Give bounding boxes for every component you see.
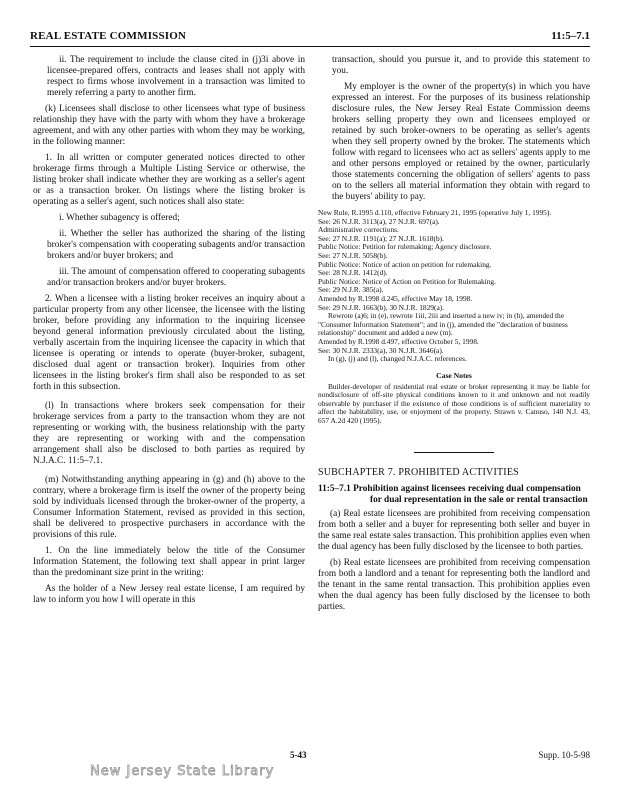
history-line: Administrative corrections. xyxy=(318,225,399,235)
history-line: New Rule, R.1995 d.110, effective February 21, 1995 (operative July 1, 1995). xyxy=(318,208,552,217)
paragraph-7-1-a: (a) Real estate licensees are prohibited from receiving compensation from both a seller and a buyer for representing both seller and buyer in the same real estate sales transaction. This prohibition applies even when the dual agency has been fully disclosed by the licensee to both parties. xyxy=(318,508,590,552)
history-line: See: 29 N.J.R. 1663(b), 30 N.J.R. 1829(a). xyxy=(318,302,445,312)
section-divider xyxy=(414,452,494,453)
header-title: REAL ESTATE COMMISSION xyxy=(30,30,187,42)
subchapter-heading: SUBCHAPTER 7. PROHIBITED ACTIVITIES xyxy=(318,466,519,478)
history-line: See: 29 N.J.R. 385(a). xyxy=(318,285,384,295)
history-line: See: 28 N.J.R. 1412(d). xyxy=(318,268,388,278)
library-watermark: New Jersey State Library xyxy=(90,764,275,779)
right-column xyxy=(318,55,590,618)
running-header xyxy=(30,30,590,47)
paragraph-l: (l) In transactions where brokers seek compensation for their brokerage services from a party to the transaction whom they are not representing or working with, the business relationship with the party they are representing or working with and the compensation arrangement shall also be disclosed to both parties as required by N.J.A.C. 11:5–7.1. xyxy=(33,401,305,466)
paragraph-statement-continued: transaction, should you pursue it, and to provide this statement to you. xyxy=(332,55,590,76)
page-number: 5-43 xyxy=(290,750,307,760)
paragraph-m1-statement: As the holder of a New Jersey real estate license, I am required by law to inform you how I will operate in this xyxy=(33,584,305,605)
history-line: Amended by R.1998 d.245, effective May 18, 1998. xyxy=(318,293,473,303)
left-column xyxy=(33,55,305,611)
paragraph-7-1-b: (b) Real estate licensees are prohibited from receiving compensation from both a landlord and a tenant for representing both the landlord and the tenant in the same rental transaction. This prohibition applies even when the dual agency has been fully disclosed by the licensee to both parties. xyxy=(318,557,590,612)
history-line: Public Notice: Notice of Action on Petition for Rulemaking. xyxy=(318,276,496,286)
paragraph-k2: 2. When a licensee with a listing broker receives an inquiry about a particular property from any other licensee, the licensee with the listing broker, before providing any information to the inquiring licensee beyond general information previously circulated about the listing, verbally ascertain from the inquiring licensee the capacity in which that licensee is operating or intends to operate (buyer-broker, subagent, disclosed dual agent or transaction broker). Inquiries from other licensees in the listing broker's firm shall also be responded to as set forth in this subsection. xyxy=(33,294,305,392)
history-line: See: 30 N.J.R. 2333(a), 30 N.J.R. 3646(a). xyxy=(318,345,444,355)
paragraph-k1ii: ii. Whether the seller has authorized the sharing of the listing broker's compensation with cooperating subagents and/or transaction brokers and/or buyer brokers; and xyxy=(47,229,305,261)
history-line: See: 26 N.J.R. 3113(a), 27 N.J.R. 697(a). xyxy=(318,216,440,226)
history-line: Amended by R.1998 d.497, effective October 5, 1998. xyxy=(318,336,479,346)
history-line: See: 27 N.J.R. 1191(a); 27 N.J.R. 1618(b). xyxy=(318,233,444,243)
paragraph-k: (k) Licensees shall disclose to other licensees what type of business relationship they have with the party with whom they have a brokerage agreement, and with any other parties with whom they may be working, in the following manner: xyxy=(33,104,305,147)
paragraph-j3ii: ii. The requirement to include the clause cited in (j)3i above in licensee-prepared offers, contracts and leases shall not apply with respect to firms whose involvement in a transaction was limited to merely referring a party to another firm. xyxy=(47,55,305,98)
supplement-date: Supp. 10-5-98 xyxy=(538,750,590,760)
history-line: See: 27 N.J.R. 5058(b). xyxy=(318,250,388,260)
case-notes-heading: Case Notes xyxy=(436,370,472,380)
history-line: Public Notice: Notice of action on petition for rulemaking. xyxy=(318,259,492,269)
paragraph-employer-owner: My employer is the owner of the property(s) in which you have expressed an interest. For the purposes of its business relationship disclosure rules, the New Jersey Real Estate Commission deems brokers selling property they own and licensees employed or retained by such broker-owners to be operating as seller's agents when they sell property owned by the broker. The statements which follow with regard to licensees who act as sellers' agents apply to me and other persons employed or retained by the owner, particularly those statements concerning the obligation of sellers' agents to pass on to the sellers all material information they obtain with regard to the buyers' ability to pay. xyxy=(332,82,590,202)
paragraph-k1i: i. Whether subagency is offered; xyxy=(59,213,180,223)
history-line: Public Notice: Petition for rulemaking; Agency disclosure. xyxy=(318,242,492,252)
paragraph-k1: 1. In all written or computer generated notices directed to other brokerage firms through a Multiple Listing Service or otherwise, the listing broker shall indicate whether they are working as a seller's agent or as a transaction broker. On listings where the listing broker is operating as a seller's agent, such notices shall also state: xyxy=(33,153,305,207)
history-line: Rewrote (a)6; in (e), rewrote 1iii, 2iii and inserted a new iv; in (h), amended the "Consumer Information Statement"; and in (j), amended the "declaration of business relationship" document and added a new (m). xyxy=(318,311,568,338)
paragraph-m1: 1. On the line immediately below the title of the Consumer Information Statement, the following text shall appear in print larger than the predominant size print in the writing: xyxy=(33,546,305,578)
case-note: Builder-developer of residential real estate or broker representing it may be liable for nondisclosure of off-site physical conditions known to it and unknown and not readily observable by purchaser if the existence of those conditions is of sufficient materiality to affect the habitability, use, or enjoyment of the property. Strawn v. Canuso, 140 N.J. 43, 657 A.2d 420 (1995). xyxy=(318,381,590,426)
rule-history xyxy=(318,209,590,364)
paragraph-k1iii: iii. The amount of compensation offered to cooperating subagents and/or transaction brokers and/or buyer brokers. xyxy=(47,267,305,288)
paragraph-m: (m) Notwithstanding anything appearing in (g) and (h) above to the contrary, where a brokerage firm is itself the owner of the property being sold by individuals licensed through the broker-owner of the property, a Consumer Information Statement, revised as provided in this section, shall be delivered to prospective purchasers in accordance with the provisions of this rule. xyxy=(33,475,305,540)
history-line: In (g), (j) and (l), changed N.J.A.C. references. xyxy=(328,354,467,364)
header-section-number: 11:5–7.1 xyxy=(551,30,590,42)
section-heading: 11:5–7.1 Prohibition against licensees receiving dual compensation for dual representation in the sale or rental transaction xyxy=(318,483,588,505)
